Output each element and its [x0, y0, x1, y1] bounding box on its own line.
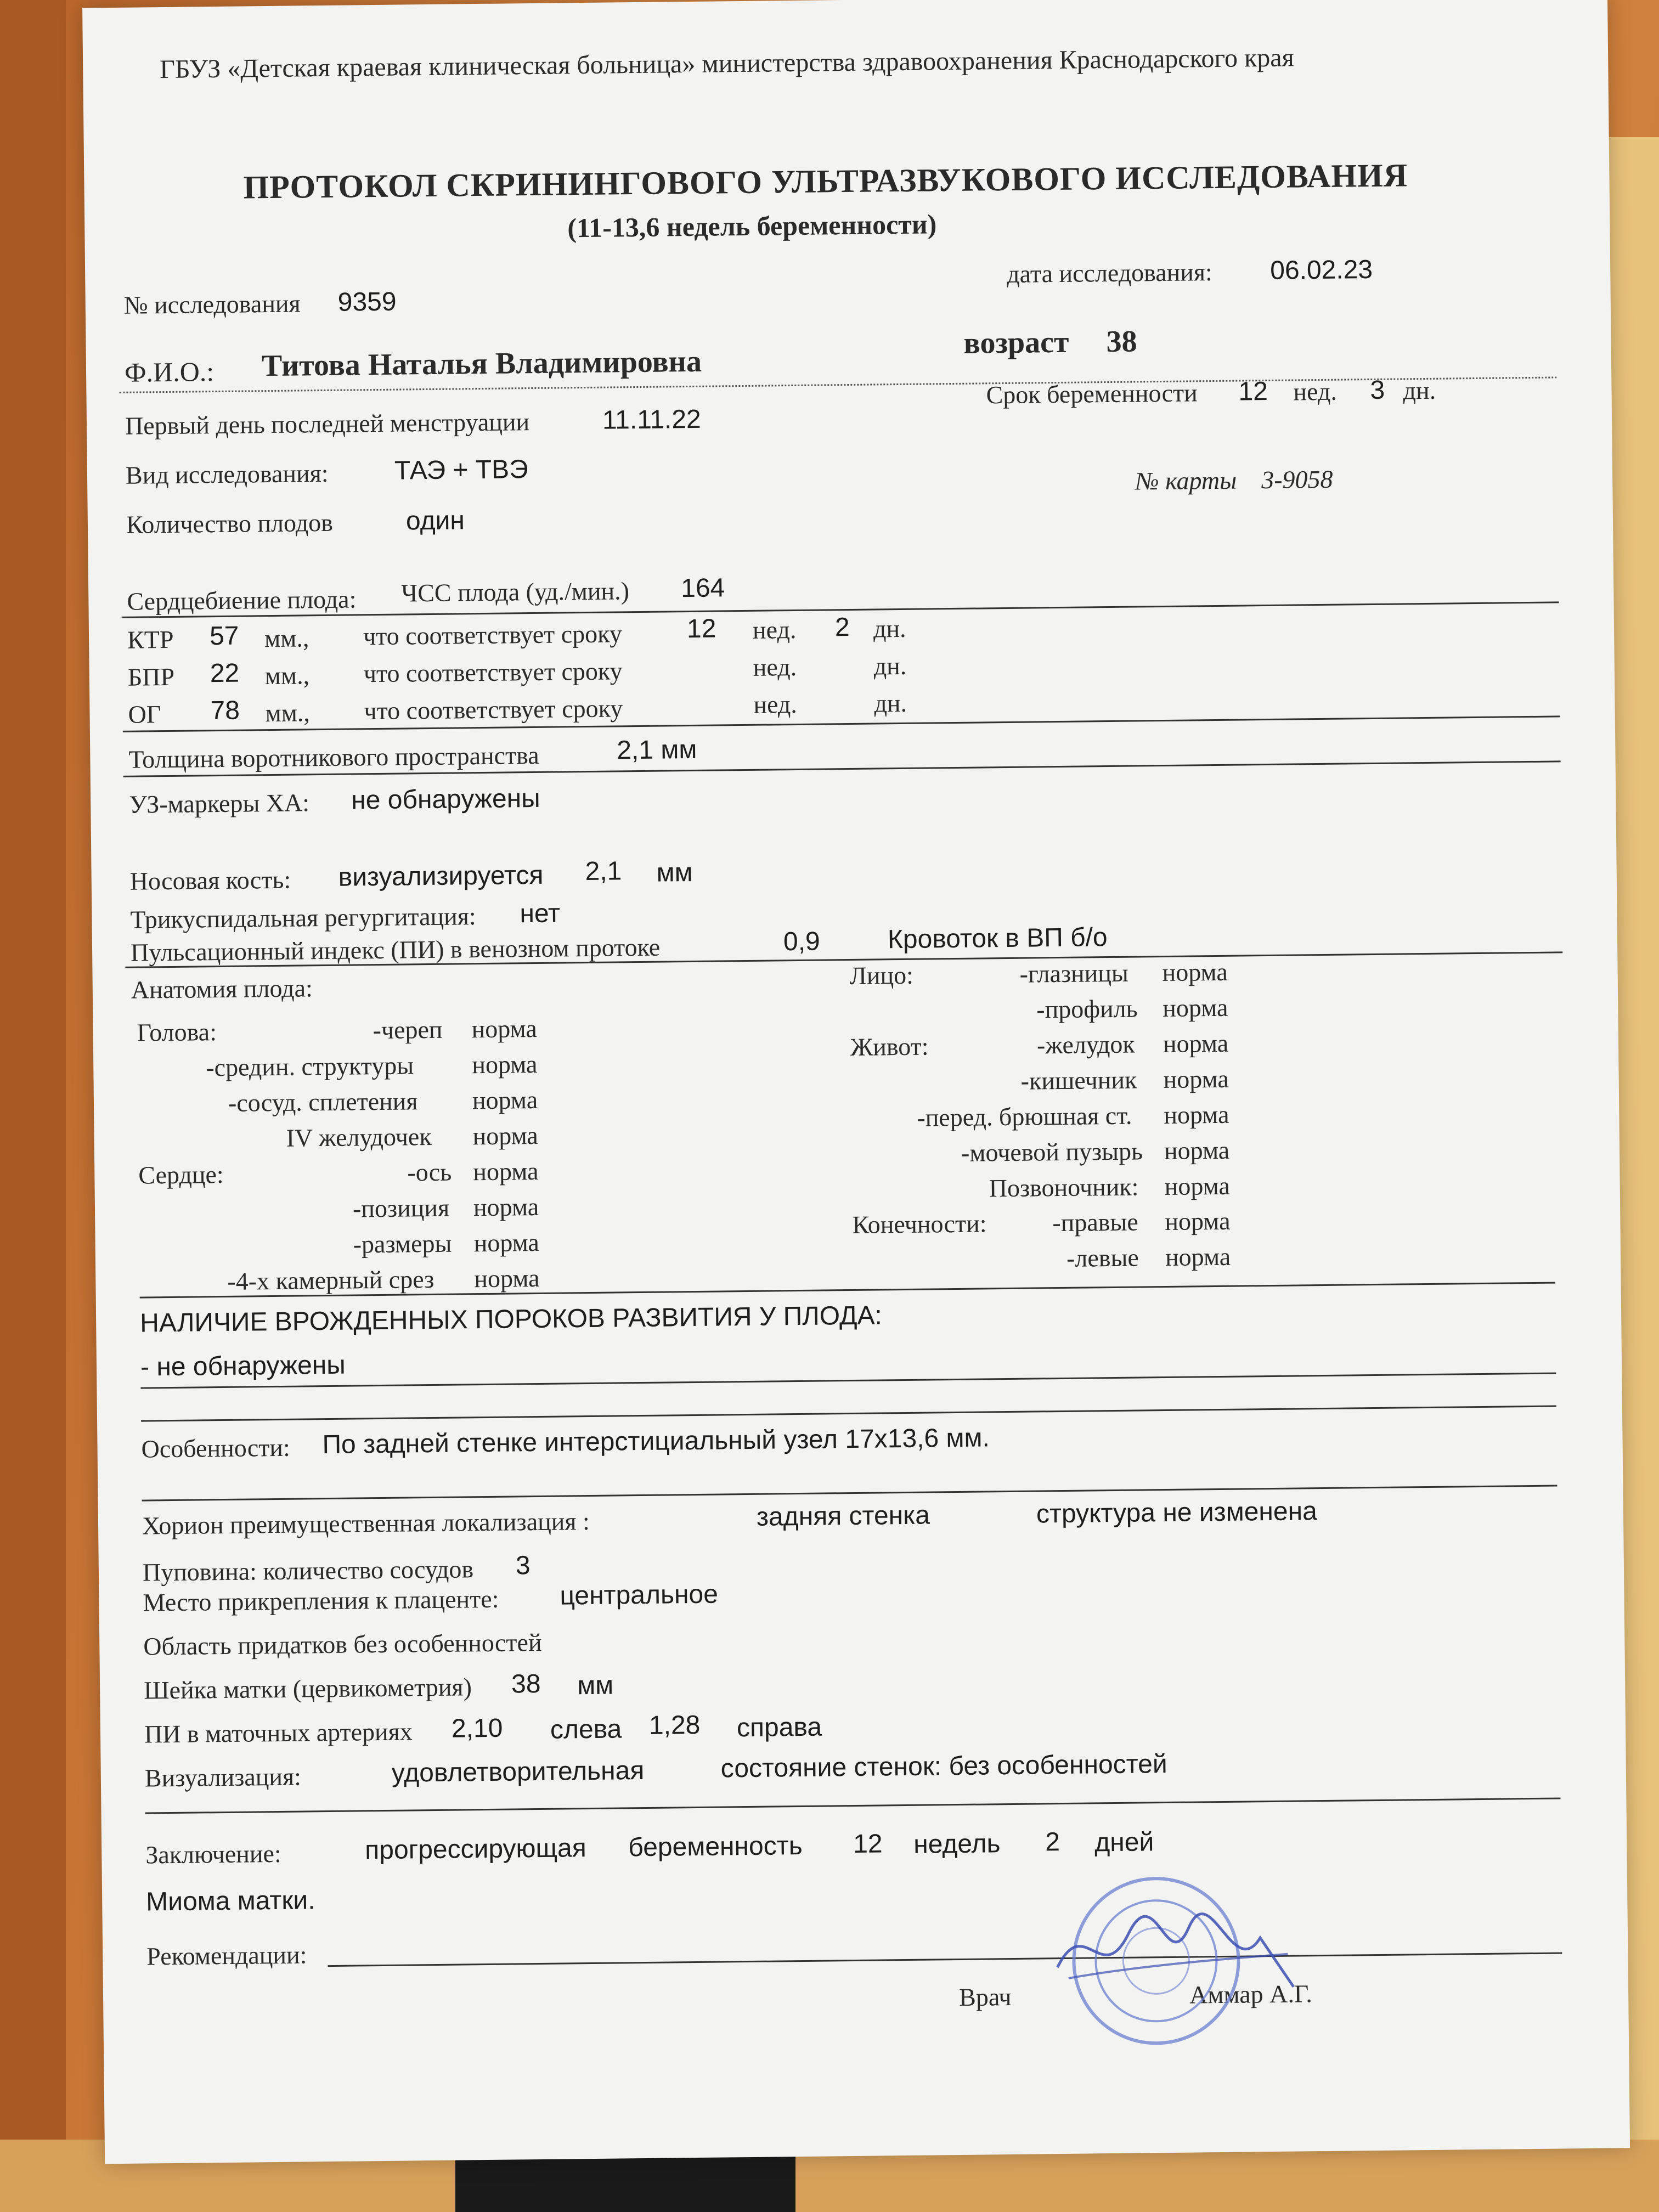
chorion-structure: структура не изменена: [1036, 1497, 1318, 1529]
anatomy-item-value: норма: [1164, 1100, 1229, 1130]
conclusion-word-2: беременность: [628, 1831, 803, 1863]
cord-vessels: 3: [515, 1551, 531, 1581]
term-weeks-unit: нед.: [1293, 377, 1338, 406]
study-date-label: дата исследования:: [1006, 258, 1213, 288]
conclusion-word-1: прогрессирующая: [364, 1833, 586, 1865]
document-subtitle: (11-13,6 недель беременности): [567, 208, 937, 244]
anatomy-item-name: -размеры: [353, 1229, 452, 1259]
anatomy-item-name: IV желудочек: [286, 1122, 432, 1152]
heart-section-label: Сердце:: [138, 1160, 224, 1189]
biometry-days-unit: дн.: [873, 614, 906, 643]
anatomy-item-name: -позиция: [352, 1193, 450, 1223]
biometry-name: ОГ: [128, 700, 161, 729]
lmp-label: Первый день последней менструации: [125, 408, 530, 440]
anatomy-item-value: норма: [1165, 1206, 1231, 1236]
patient-age: 38: [1106, 324, 1137, 359]
anatomy-item-value: норма: [472, 1085, 538, 1115]
study-number: 9359: [337, 287, 397, 317]
background-table-left: [0, 0, 66, 2212]
biometry-value: 78: [210, 696, 240, 726]
fetus-count-label: Количество плодов: [126, 508, 334, 539]
visualization-value: удовлетворительная: [391, 1756, 645, 1788]
anatomy-item-value: норма: [472, 1049, 538, 1079]
biometry-days-unit: дн.: [873, 651, 907, 680]
anatomy-item-name: Позвоночник:: [989, 1172, 1139, 1203]
anatomy-item-value: норма: [472, 1121, 539, 1150]
nt-value: 2,1 мм: [617, 735, 697, 765]
divider: [140, 1373, 1556, 1389]
card-label: № карты: [1135, 466, 1237, 495]
heartbeat-label: Сердцебиение плода:: [127, 585, 357, 616]
anatomy-item-name: -череп: [373, 1015, 443, 1045]
conclusion-days-unit: дней: [1094, 1827, 1154, 1858]
cord-label: Пуповина: количество сосудов: [142, 1555, 474, 1587]
fhr-label: ЧСС плода (уд./мин.): [401, 577, 630, 607]
nasal-bone-value: визуализируется: [338, 860, 544, 892]
anatomy-item-value: норма: [1164, 1171, 1231, 1201]
chorion-label: Хорион преимущественная локализация :: [142, 1507, 590, 1540]
anatomy-item-name: -желудок: [1036, 1030, 1135, 1059]
biometry-value: 22: [210, 658, 240, 689]
pi-duct-value: 0,9: [783, 927, 820, 957]
study-date: 06.02.23: [1269, 255, 1373, 285]
lmp-date: 11.11.22: [602, 404, 701, 435]
recommendations-line: [328, 1953, 1562, 1967]
protocol-sheet: [82, 0, 1630, 2164]
biometry-match: что соответствует сроку: [364, 694, 623, 725]
anatomy-item-value: норма: [1162, 957, 1228, 987]
exam-type-label: Вид исследования:: [125, 459, 329, 489]
walls-state: состояние стенок: без особенностей: [720, 1750, 1167, 1784]
anatomy-label: Анатомия плода:: [131, 974, 313, 1004]
anatomy-item-value: норма: [473, 1156, 539, 1186]
conclusion-days: 2: [1045, 1827, 1060, 1857]
features-value: По задней стенке интерстициальный узел 17х13,6 мм.: [322, 1423, 990, 1460]
term-days: 3: [1370, 375, 1385, 405]
conclusion-weeks: 12: [853, 1829, 883, 1859]
divider: [141, 1406, 1556, 1422]
face-label: Лицо:: [849, 961, 914, 990]
tricuspid-value: нет: [520, 899, 561, 929]
anatomy-item-name: -средин. структуры: [206, 1051, 414, 1082]
age-label: возраст: [963, 325, 1069, 360]
biometry-match: что соответствует сроку: [363, 619, 623, 651]
anatomy-item-name: -4-х камерный срез: [227, 1265, 435, 1295]
defects-label: НАЛИЧИЕ ВРОЖДЕННЫХ ПОРОКОВ РАЗВИТИЯ У ПЛОДА:: [139, 1301, 883, 1338]
cervix-value: 38: [511, 1669, 541, 1699]
conclusion-weeks-unit: недель: [913, 1829, 1001, 1859]
anatomy-item-name: -мочевой пузырь: [961, 1137, 1143, 1167]
term-label: Срок беременности: [986, 379, 1198, 409]
limbs-label: Конечности:: [852, 1209, 987, 1239]
cervix-unit: мм: [577, 1671, 614, 1701]
attachment-label: Место прикрепления к плаценте:: [143, 1584, 499, 1617]
fio-label: Ф.И.О.:: [124, 356, 215, 388]
anatomy-item-value: норма: [473, 1192, 539, 1222]
biometry-name: КТР: [127, 625, 174, 654]
markers-label: УЗ-маркеры ХА:: [129, 788, 310, 819]
doctor-signature: [1051, 1899, 1299, 2001]
divider: [145, 1798, 1561, 1814]
features-label: Особенности:: [141, 1433, 290, 1463]
document-title: ПРОТОКОЛ СКРИНИНГОВОГО УЛЬТРАЗВУКОВОГО ИССЛЕДОВАНИЯ: [243, 157, 1408, 206]
nt-label: Толщина воротникового пространства: [128, 741, 539, 774]
nasal-bone-label: Носовая кость:: [129, 865, 291, 895]
anatomy-item-value: норма: [473, 1228, 540, 1257]
biometry-match: что соответствует сроку: [363, 657, 623, 688]
biometry-unit: мм.,: [265, 698, 311, 727]
divider: [123, 715, 1560, 732]
defects-value: - не обнаружены: [140, 1350, 346, 1382]
fetus-count: один: [405, 506, 465, 536]
uterine-pi-label: ПИ в маточных артериях: [144, 1717, 413, 1748]
ductus-flow: Кровоток в ВП б/о: [887, 923, 1108, 955]
background-object: [455, 2156, 795, 2212]
term-days-unit: дн.: [1403, 376, 1436, 405]
anatomy-item-name: -кишечник: [1020, 1065, 1137, 1095]
study-number-label: № исследования: [123, 289, 301, 319]
uterine-pi-left-value: 2,10: [451, 1713, 503, 1743]
chorion-location: задняя стенка: [756, 1500, 930, 1532]
biometry-days: 2: [834, 612, 850, 642]
uterine-pi-right-value: 1,28: [648, 1710, 701, 1740]
anatomy-item-name: -перед. брюшная ст.: [917, 1101, 1132, 1132]
anatomy-item-value: норма: [1163, 1029, 1229, 1058]
nasal-bone-unit: мм: [656, 857, 693, 888]
anatomy-item-value: норма: [1164, 1136, 1230, 1165]
biometry-weeks-unit: нед.: [752, 615, 797, 644]
biometry-weeks-unit: нед.: [753, 690, 798, 719]
conclusion-line-2: Миома матки.: [145, 1886, 315, 1917]
biometry-unit: мм.,: [264, 661, 310, 690]
biometry-value: 57: [209, 621, 239, 651]
anatomy-item-value: норма: [1163, 1064, 1229, 1094]
uterine-pi-right-label: справа: [736, 1712, 822, 1743]
biometry-days-unit: дн.: [874, 689, 907, 718]
patient-name: Титова Наталья Владимировна: [261, 344, 702, 383]
pi-duct-label: Пульсационный индекс (ПИ) в венозном протоке: [130, 933, 661, 967]
term-weeks: 12: [1238, 376, 1268, 407]
biometry-weeks-unit: нед.: [753, 652, 797, 681]
card-number: 3-9058: [1261, 465, 1333, 494]
anatomy-item-value: норма: [1163, 993, 1228, 1023]
exam-type: ТАЭ + ТВЭ: [394, 455, 528, 486]
anatomy-item-value: норма: [471, 1014, 538, 1043]
anatomy-item-name: -ось: [407, 1158, 452, 1187]
head-label: Голова:: [137, 1018, 217, 1047]
attachment-value: центральное: [560, 1579, 719, 1611]
divider: [142, 1485, 1558, 1502]
adnexa-note: Область придатков без особенностей: [143, 1628, 542, 1661]
anatomy-item-name: -сосуд. сплетения: [228, 1087, 418, 1117]
biometry-weeks: 12: [686, 614, 716, 644]
anatomy-item-name: -глазницы: [1019, 958, 1129, 988]
anatomy-item-name: -левые: [1066, 1243, 1139, 1272]
uterine-pi-left-label: слева: [550, 1714, 622, 1745]
anatomy-item-value: норма: [474, 1263, 540, 1293]
abdomen-label: Живот:: [850, 1032, 929, 1061]
anatomy-item-name: -правые: [1052, 1207, 1139, 1237]
biometry-unit: мм.,: [264, 624, 309, 653]
doctor-label: Врач: [958, 1983, 1012, 2012]
conclusion-label: Заключение:: [145, 1839, 281, 1869]
biometry-name: БПР: [127, 662, 175, 691]
fhr-value: 164: [680, 573, 725, 603]
markers-value: не обнаружены: [351, 783, 540, 815]
tricuspid-label: Трикуспидальная регургитация:: [130, 902, 476, 934]
visualization-label: Визуализация:: [144, 1762, 302, 1792]
anatomy-item-name: -профиль: [1036, 994, 1138, 1024]
cervix-label: Шейка матки (цервикометрия): [143, 1673, 472, 1705]
doctor-name: Аммар А.Г.: [1189, 1979, 1313, 2009]
recommendations-label: Рекомендации:: [146, 1940, 307, 1971]
institution-name: ГБУЗ «Детская краевая клиническая больница» министерства здравоохранения Краснодарского края: [159, 43, 1294, 84]
anatomy-item-value: норма: [1165, 1242, 1231, 1272]
nasal-bone-size: 2,1: [585, 856, 622, 887]
